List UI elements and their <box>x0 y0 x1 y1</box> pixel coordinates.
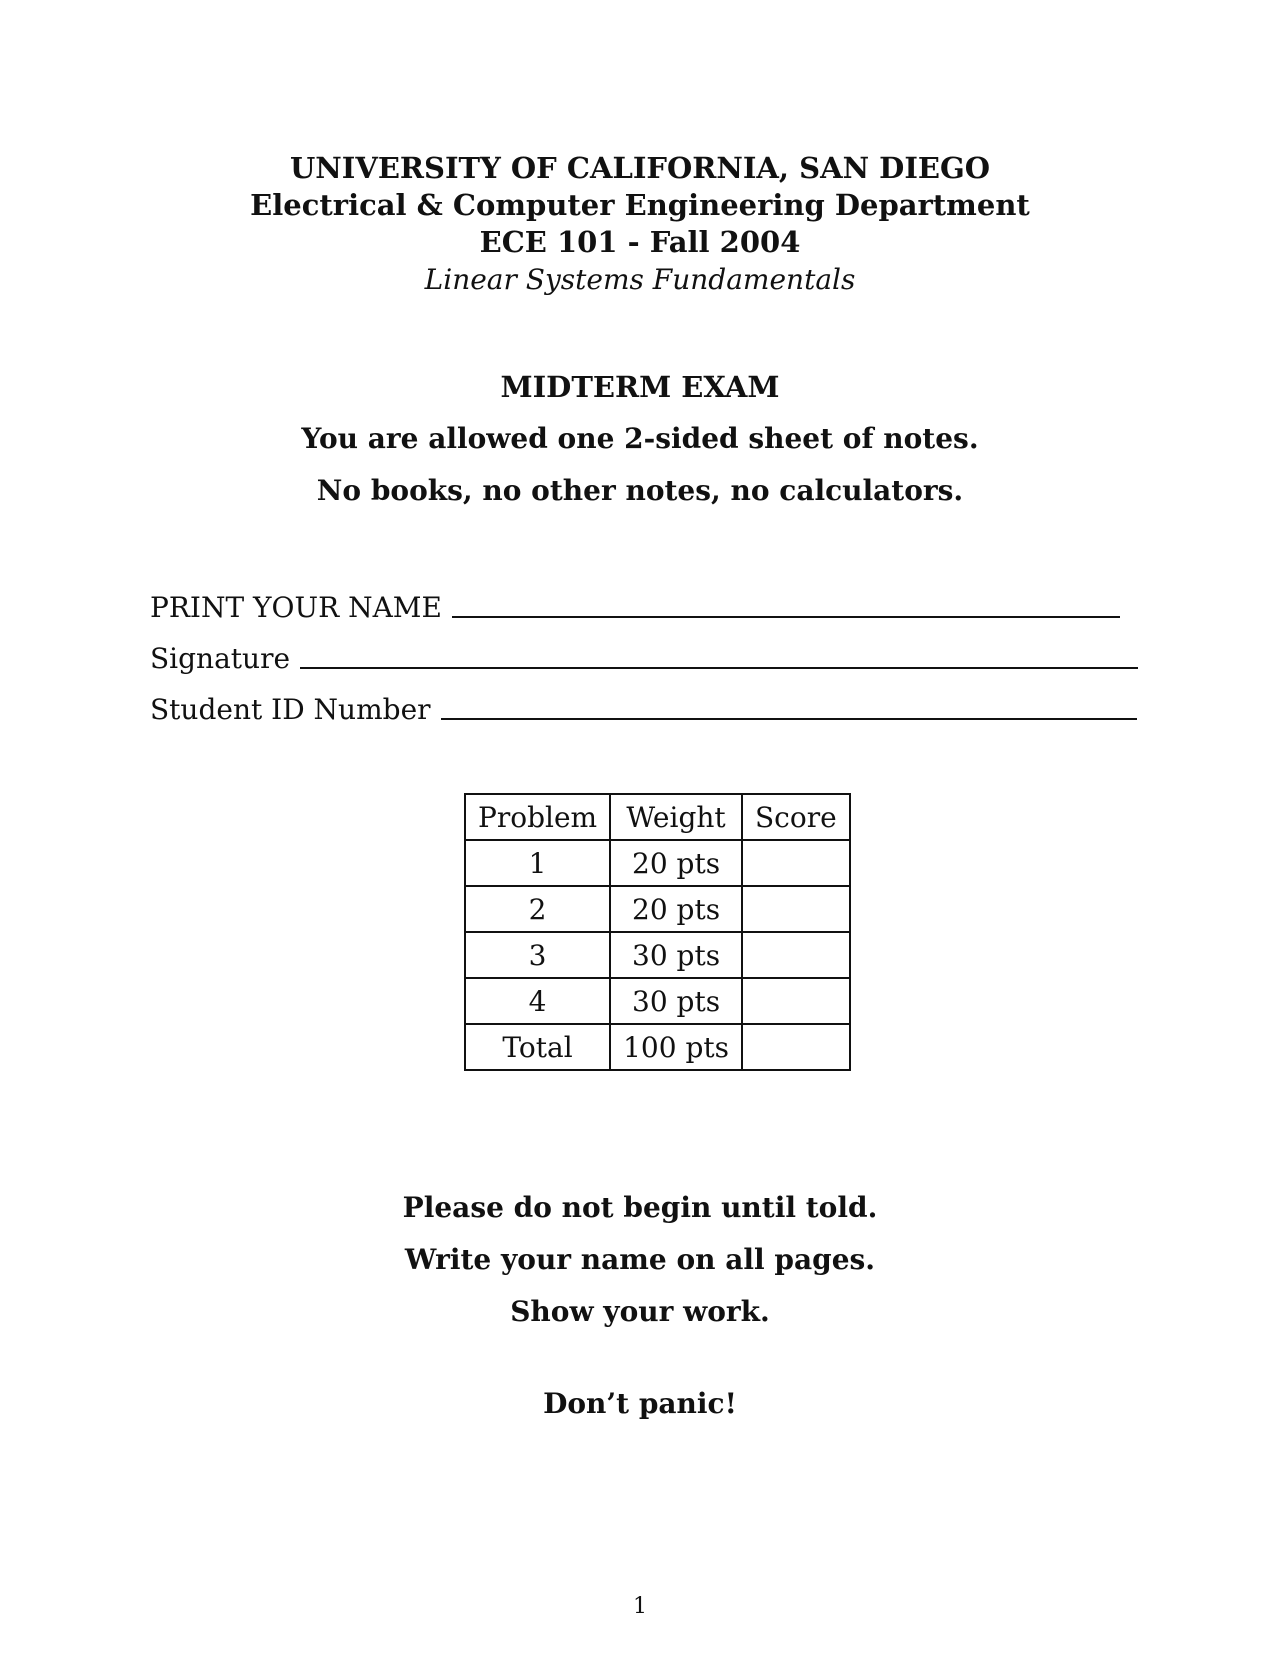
problem-cell: 3 <box>465 932 610 978</box>
course-code: ECE 101 - Fall 2004 <box>479 225 801 259</box>
instruction-begin: Please do not begin until told. <box>402 1191 878 1224</box>
weight-cell: 30 pts <box>610 978 742 1024</box>
page-number: 1 <box>633 1594 647 1619</box>
problem-cell: 4 <box>465 978 610 1024</box>
dont-panic-block <box>0 1378 1280 1430</box>
table-row-total <box>465 1024 850 1070</box>
score-table-header-row <box>465 794 850 840</box>
table-row <box>465 932 850 978</box>
table-row <box>465 840 850 886</box>
exam-rule-1: You are allowed one 2-sided sheet of notes. <box>301 422 979 455</box>
signature-field-label: Signature <box>150 642 291 675</box>
exam-title: MIDTERM EXAM <box>500 370 780 404</box>
student-id-field-line[interactable] <box>441 718 1137 720</box>
name-field-row <box>150 592 1120 624</box>
student-id-field-row <box>150 694 1137 726</box>
signature-field-row <box>150 643 1138 675</box>
score-cell[interactable] <box>742 886 850 932</box>
instruction-work: Show your work. <box>510 1295 770 1328</box>
table-row <box>465 978 850 1024</box>
weight-cell: 20 pts <box>610 886 742 932</box>
document-header <box>0 150 1280 298</box>
instruction-name: Write your name on all pages. <box>404 1243 876 1276</box>
header-problem: Problem <box>465 794 610 840</box>
signature-field-line[interactable] <box>300 667 1138 669</box>
name-field-label: PRINT YOUR NAME <box>150 591 442 624</box>
instructions-block <box>0 1182 1280 1338</box>
exam-title-block <box>0 370 1280 404</box>
header-weight: Weight <box>610 794 742 840</box>
exam-rule-2: No books, no other notes, no calculators. <box>316 474 964 507</box>
student-id-field-label: Student ID Number <box>150 693 431 726</box>
header-score: Score <box>742 794 850 840</box>
weight-cell: 30 pts <box>610 932 742 978</box>
total-score-cell[interactable] <box>742 1024 850 1070</box>
problem-cell: 2 <box>465 886 610 932</box>
problem-cell: 1 <box>465 840 610 886</box>
exam-rule-1-wrap <box>0 422 1280 455</box>
total-label-cell: Total <box>465 1024 610 1070</box>
exam-rule-2-wrap <box>0 474 1280 507</box>
weight-cell: 20 pts <box>610 840 742 886</box>
university-name: UNIVERSITY OF CALIFORNIA, SAN DIEGO <box>289 151 991 185</box>
course-title: Linear Systems Fundamentals <box>424 263 856 296</box>
score-cell[interactable] <box>742 840 850 886</box>
score-cell[interactable] <box>742 978 850 1024</box>
instruction-dont-panic: Don’t panic! <box>543 1387 737 1420</box>
total-weight-cell: 100 pts <box>610 1024 742 1070</box>
score-cell[interactable] <box>742 932 850 978</box>
department-name: Electrical & Computer Engineering Department <box>250 188 1030 222</box>
name-field-line[interactable] <box>452 616 1120 618</box>
score-table <box>464 793 851 1071</box>
table-row <box>465 886 850 932</box>
